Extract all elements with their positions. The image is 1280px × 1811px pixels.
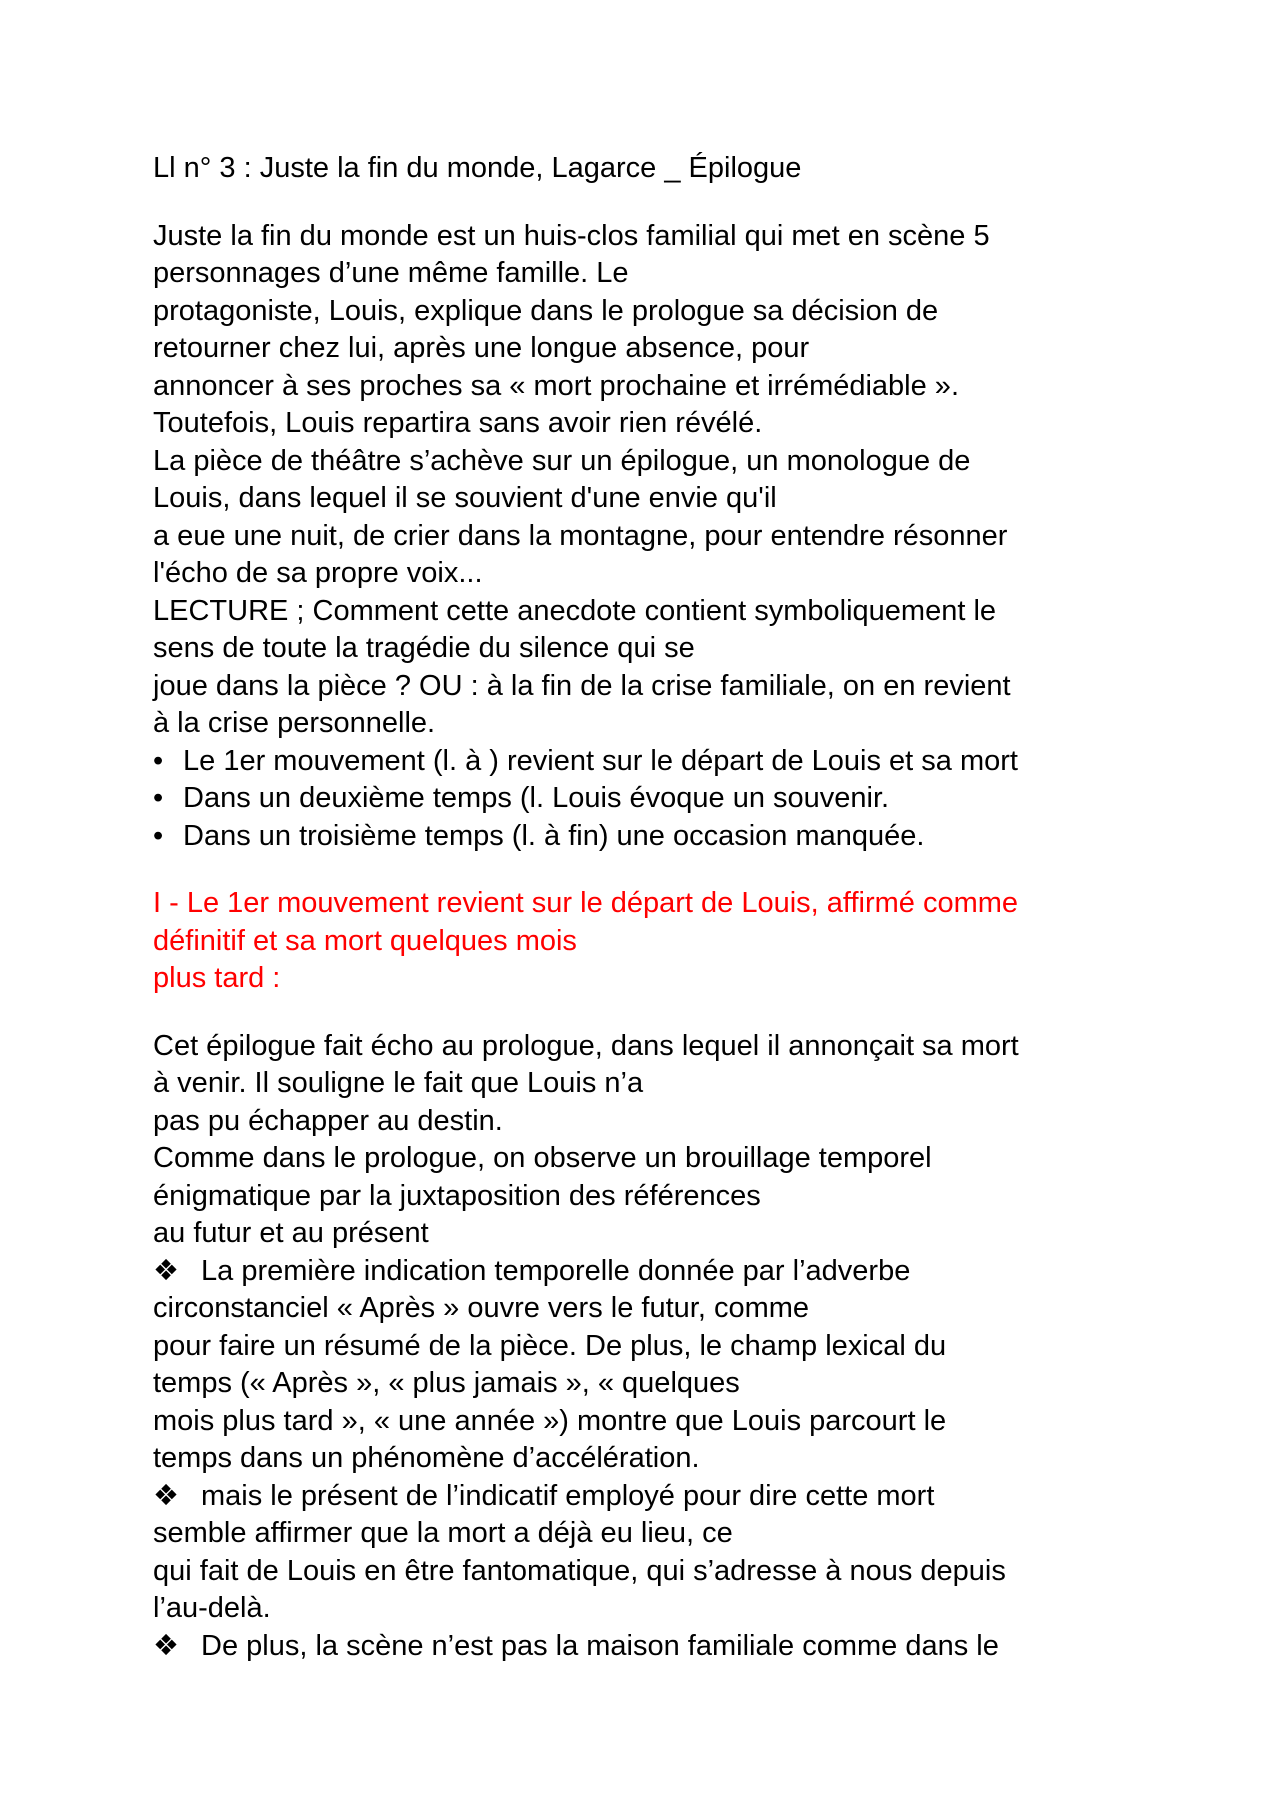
spacer [153,855,1153,885]
spacer [153,998,1153,1028]
point-line: l’au-delà. [153,1592,271,1624]
intro-line: retourner chez lui, après une longue absence, pour [153,332,810,364]
plan-bullet-text: Le 1er mouvement (l. à ) revient sur le départ de Louis et sa mort [183,744,1018,777]
section-heading-line: plus tard : [153,962,281,994]
intro-line: protagoniste, Louis, explique dans le prologue sa décision de [153,294,939,327]
intro-line: annoncer à ses proches sa « mort prochaine et irrémédiable ». [153,369,959,402]
intro-line: a eue une nuit, de crier dans la montagne, pour entendre résonner [153,519,1008,552]
intro-line: LECTURE ; Comment cette anecdote contient symboliquement le [153,594,997,627]
point-line: mois plus tard », « une année ») montre que Louis parcourt le [153,1404,947,1437]
intro-line: Louis, dans lequel il se souvient d'une envie qu'il [153,482,777,514]
intro-line: joue dans la pièce ? OU : à la fin de la crise familiale, on en revient [153,669,1011,702]
body-line: pas pu échapper au destin. [153,1104,503,1137]
body-line: au futur et au présent [153,1217,429,1249]
plan-bullet-item [153,818,1153,856]
point-line: semble affirmer que la mort a déjà eu lieu, ce [153,1517,733,1549]
body-line: Cet épilogue fait écho au prologue, dans lequel il annonçait sa mort [153,1029,1019,1062]
body-paragraph [153,1028,1153,1253]
bullet-icon: • [153,744,164,777]
plan-bullet-text: Dans un deuxième temps (l. Louis évoque un souvenir. [183,782,890,814]
point-text: De plus, la scène n’est pas la maison familiale comme dans le [201,1629,999,1662]
intro-line: personnages d’une même famille. Le [153,257,629,289]
bullet-icon: • [153,782,164,814]
point-line: qui fait de Louis en être fantomatique, qui s’adresse à nous depuis [153,1554,1006,1587]
plan-bullet-text: Dans un troisième temps (l. à fin) une occasion manquée. [183,819,925,852]
body-line: énigmatique par la juxtaposition des références [153,1179,761,1212]
plan-bullet-item [153,743,1153,781]
plan-bullet-list [153,743,1153,856]
section-heading [153,885,1153,998]
point-line [153,1253,1153,1291]
diamond-bullet-icon: ❖ [153,1479,179,1512]
body-line: Comme dans le prologue, on observe un brouillage temporel [153,1142,932,1174]
diamond-bullet-icon: ❖ [153,1254,179,1287]
point-line [153,1478,1153,1516]
point-text: mais le présent de l’indicatif employé pour dire cette mort [201,1479,935,1512]
intro-line: Juste la fin du monde est un huis-clos familial qui met en scène 5 [153,219,990,252]
point-text: La première indication temporelle donnée par l’adverbe [201,1254,911,1287]
body-line: à venir. Il souligne le fait que Louis n’a [153,1067,644,1099]
point-line: temps (« Après », « plus jamais », « quelques [153,1367,740,1399]
point-3 [153,1628,1153,1666]
section-heading-line: I - Le 1er mouvement revient sur le départ de Louis, affirmé comme [153,887,1019,919]
point-1 [153,1253,1153,1478]
intro-line: La pièce de théâtre s’achève sur un épilogue, un monologue de [153,444,971,477]
bullet-icon: • [153,819,164,852]
diamond-bullet-icon: ❖ [153,1629,179,1662]
intro-line: Toutefois, Louis repartira sans avoir rien révélé. [153,407,763,439]
point-line: temps dans un phénomène d’accélération. [153,1442,700,1474]
intro-paragraph [153,218,1153,743]
plan-bullet-item [153,780,1153,818]
intro-line: sens de toute la tragédie du silence qui se [153,632,695,664]
point-line [153,1628,1153,1666]
document-title: Ll n° 3 : Juste la fin du monde, Lagarce _ Épilogue [153,152,802,184]
document-page [153,150,1153,1665]
intro-line: l'écho de sa propre voix... [153,557,483,589]
section-heading-line: définitif et sa mort quelques mois [153,924,577,957]
point-line: circonstanciel « Après » ouvre vers le futur, comme [153,1292,810,1324]
intro-line: à la crise personnelle. [153,707,436,739]
point-2 [153,1478,1153,1628]
point-line: pour faire un résumé de la pièce. De plus, le champ lexical du [153,1329,947,1362]
